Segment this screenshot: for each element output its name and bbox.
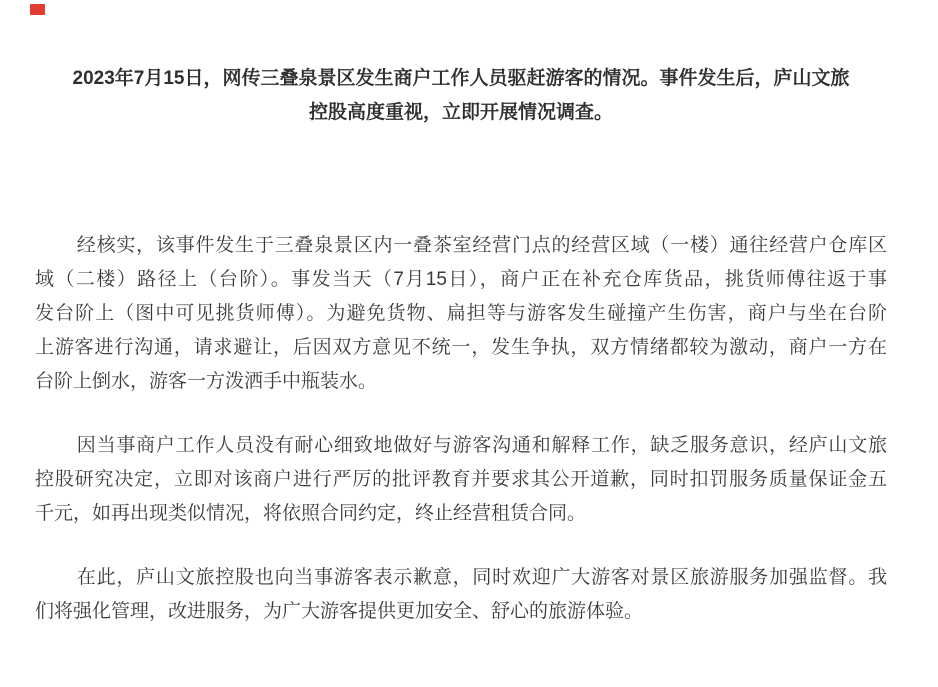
- body-text-line: 发台阶上（图中可见挑货师傅）。为避免货物、扁担等与游客发生碰撞产生伤害，商户与坐在台阶: [35, 303, 887, 324]
- heading-line: 2023年7月15日，网传三叠泉景区发生商户工作人员驱赶游客的情况。事件发生后，庐山文旅: [72, 68, 850, 89]
- body-text-line: 控股研究决定，立即对该商户进行严厉的批评教育并要求其公开道歉，同时扣罚服务质量保证金五: [35, 469, 887, 490]
- body-text-line: 上游客进行沟通，请求避让，后因双方意见不统一，发生争执，双方情绪都较为激动，商户一方在: [35, 337, 887, 358]
- announcement-body: [35, 0, 887, 629]
- body-text-line: 域（二楼）路径上（台阶）。事发当天（7月15日），商户正在补充仓库货品，挑货师傅往返于事: [35, 269, 887, 290]
- body-text-line: 在此，庐山文旅控股也向当事游客表示歉意，同时欢迎广大游客对景区旅游服务加强监督。我: [76, 567, 887, 588]
- body-text-line: 们将强化管理，改进服务，为广大游客提供更加安全、舒心的旅游体验。: [35, 601, 644, 622]
- announcement-heading: [35, 62, 887, 130]
- paragraph-incident-details: [35, 229, 887, 399]
- body-text-line: 千元，如再出现类似情况，将依照合同约定，终止经营租赁合同。: [35, 503, 587, 524]
- body-text-line: 因当事商户工作人员没有耐心细致地做好与游客沟通和解释工作，缺乏服务意识，经庐山文旅: [76, 435, 887, 456]
- paragraph-punishment-decision: [35, 429, 887, 531]
- body-text-line: 台阶上倒水，游客一方泼洒手中瓶装水。: [35, 371, 378, 392]
- body-text-line: 经核实，该事件发生于三叠泉景区内一叠茶室经营门点的经营区域（一楼）通往经营户仓库区: [76, 235, 887, 256]
- heading-line: 控股高度重视，立即开展情况调查。: [308, 102, 613, 123]
- paragraph-apology: [35, 561, 887, 629]
